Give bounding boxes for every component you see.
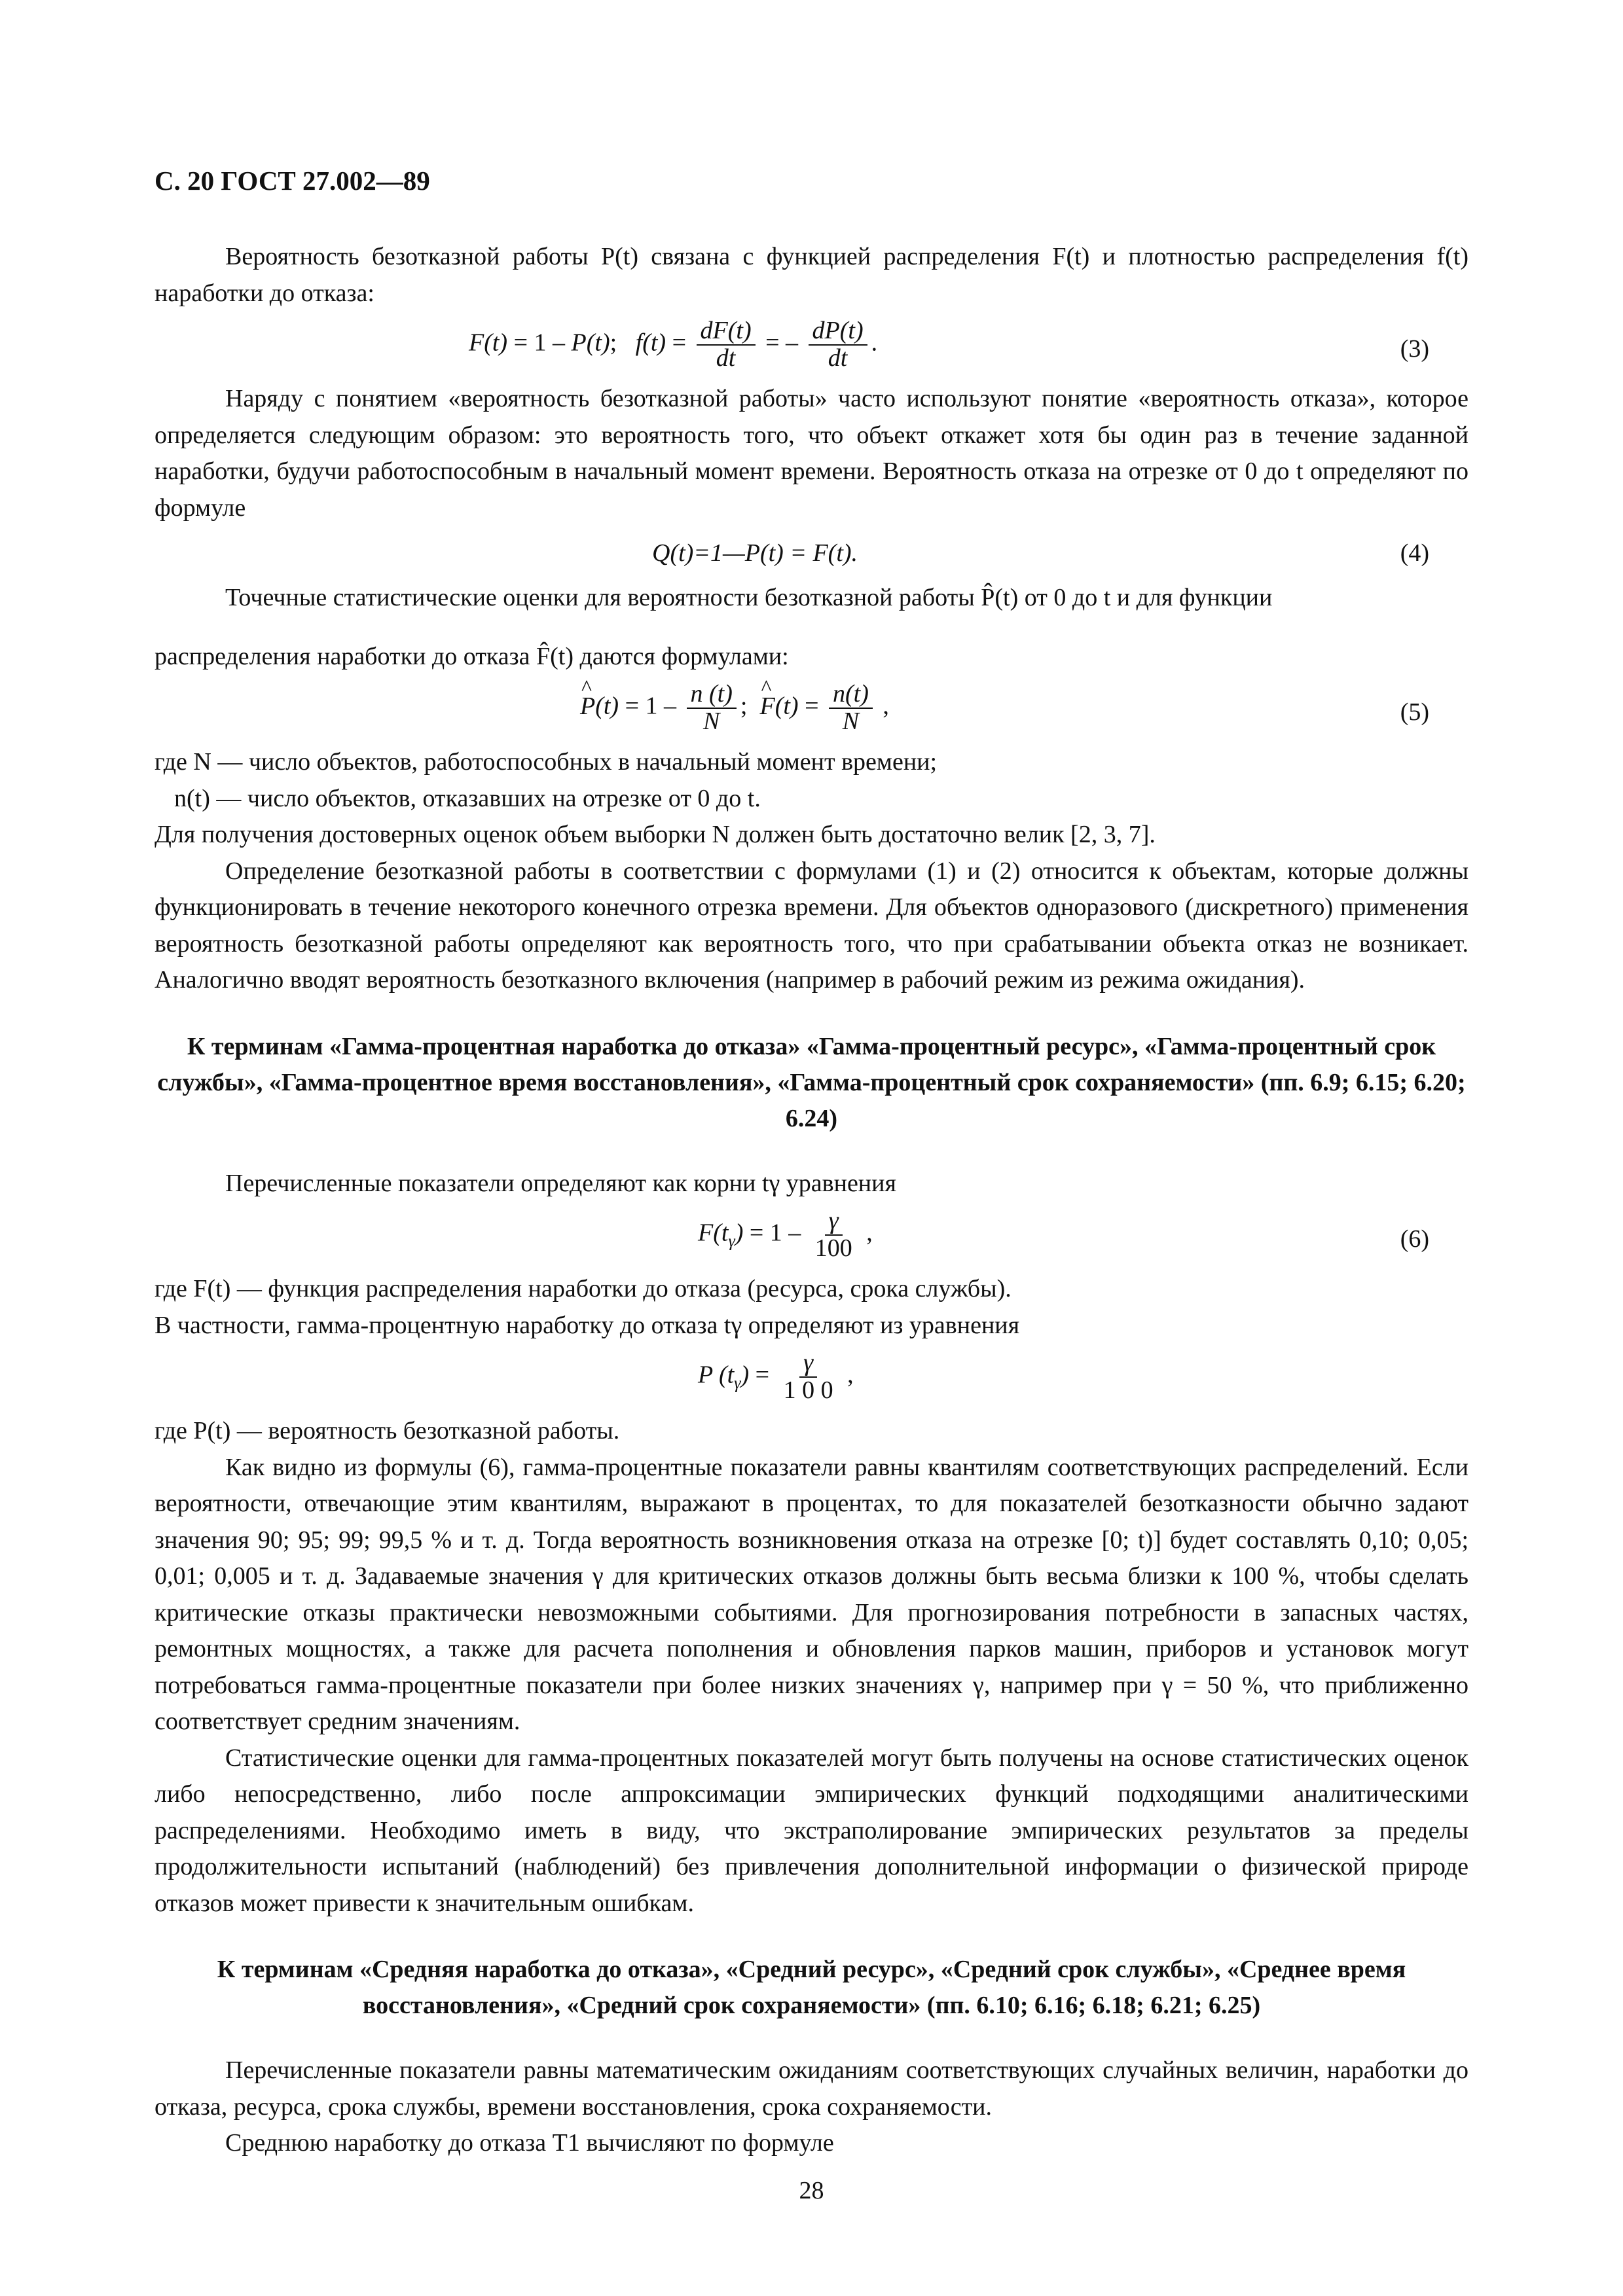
paragraph: Вероятность безотказной работы P(t) связана с функцией распределения F(t) и плотностью распределения f(t) наработки до отказа: xyxy=(155,243,1468,307)
formula: F(t) = 1 – P(t); f(t) = $\frac{dF(t)}{dt}$ = – $\frac{dP(t)}{dt}$ . xyxy=(469,317,878,372)
formula: Q(t)=1—P(t) = F(t). xyxy=(652,539,858,567)
paragraph: где F(t) — функция распределения наработки до отказа (ресурса, срока службы). xyxy=(155,1275,1012,1302)
paragraph: где P(t) — вероятность безотказной работы. xyxy=(155,1417,620,1444)
paragraph: распределения наработки до отказа F̂(t) даются формулами: xyxy=(155,642,789,670)
equation-unnumbered xyxy=(155,1350,1468,1405)
paragraph: Для получения достоверных оценок объем выборки N должен быть достаточно велик [2, 3, 7]. xyxy=(155,821,1156,848)
formula: ^ P(t) = 1 – $\frac{n (t)}{N}$ ; ^ F(t) = $\frac{n(t)}{N}$ , xyxy=(580,681,889,735)
paragraph: Статистические оценки для гамма-процентных показателей могут быть получены на основе статистических оценок либо непосредственно, либо после аппроксимации эмпирических функций подходящими аналитическими распределениями. Необходимо иметь в виду, что экстраполирование эмпирических результатов за пределы продолжительности испытаний (наблюдений) без привлечения дополнительной информации о физической природе отказов может привести к значительным ошибкам. xyxy=(155,1744,1468,1917)
paragraph: где N — число объектов, работоспособных в начальный момент времени; xyxy=(155,748,938,776)
paragraph: Точечные статистические оценки для вероятности безотказной работы P̂(t) от 0 до t и для функции xyxy=(225,584,1273,611)
equation-4 xyxy=(155,533,1468,572)
paragraph: Как видно из формулы (6), гамма-процентные показатели равны квантилям соответствующих распределений. Если вероятности, отвечающие этим квантилям, выражают в процентах, то для показателей безотказности обычно задают значения 90; 95; 99; 99,5 % и т. д. Тогда вероятность возникновения отказа на отрезке [0; t)] будет составлять 0,10; 0,05; 0,01; 0,005 и т. д. Задаваемые значения γ для критических отказов должны быть весьма близки к 100 %, чтобы сделать критические отказы практически невозможными событиями. Для прогнозирования потребности в запасных частях, ремонтных мощностях, а также для расчета пополнения и обновления парков машин, приборов и установок могут потребоваться гамма-процентные показатели при более низких значениях γ, например при γ = 50 %, что приближенно соответствует средним значениям. xyxy=(155,1453,1468,1735)
equation-number: (4) xyxy=(1400,539,1429,567)
equation-5 xyxy=(155,681,1468,736)
document-body xyxy=(155,239,1468,2162)
paragraph: n(t) — число объектов, отказавших на отрезке от 0 до t. xyxy=(174,784,761,812)
paragraph: Среднюю наработку до отказа T1 вычисляют по формуле xyxy=(225,2129,834,2157)
equation-number: (5) xyxy=(1400,698,1429,726)
paragraph: Определение безотказной работы в соответствии с формулами (1) и (2) относится к объектам, которые должны функционировать в течение некоторого конечного отрезка времени. Для объектов одноразового (дискретного) применения вероятность безотказной работы определяют как вероятность того, что при срабатывании объекта отказ не возникает. Аналогично вводят вероятность безотказного включения (например в рабочий режим из режима ожидания). xyxy=(155,857,1468,994)
page-header: С. 20 ГОСТ 27.002—89 xyxy=(155,166,430,196)
equation-6 xyxy=(155,1208,1468,1263)
section-heading: К терминам «Средняя наработка до отказа», «Средний ресурс», «Средний срок службы», «Среднее время восстановления», «Средний срок сохраняемости» (пп. 6.10; 6.16; 6.18; 6.21; 6.25) xyxy=(217,1956,1406,2019)
paragraph: Наряду с понятием «вероятность безотказной работы» часто используют понятие «вероятность отказа», которое определяется следующим образом: это вероятность того, что объект откажет хотя бы один раз в течение заданной наработки, будучи работоспособным в начальный момент времени. Вероятность отказа на отрезке от 0 до t определяют по формуле xyxy=(155,385,1468,522)
paragraph: Перечисленные показатели определяют как корни tγ уравнения xyxy=(225,1169,896,1197)
equation-number: (6) xyxy=(1400,1225,1429,1253)
formula: $F(t_\gamma) = 1$ – $\frac{\gamma}{100}$ , xyxy=(698,1207,873,1262)
equation-3 xyxy=(155,318,1468,373)
formula: P $(t_\gamma)$ = $\frac{\gamma}{1 0 0}$ , xyxy=(698,1349,854,1404)
paragraph: В частности, гамма-процентную наработку до отказа tγ определяют из уравнения xyxy=(155,1311,1020,1339)
equation-number: (3) xyxy=(1400,335,1429,363)
page-number: 28 xyxy=(799,2177,824,2204)
paragraph: Перечисленные показатели равны математическим ожиданиям соответствующих случайных величин, наработки до отказа, ресурса, срока службы, времени восстановления, срока сохраняемости. xyxy=(155,2056,1468,2121)
section-heading: К терминам «Гамма-процентная наработка до отказа» «Гамма-процентный ресурс», «Гамма-процентный срок службы», «Гамма-процентное время восстановления», «Гамма-процентный срок сохраняемости» (пп. 6.9; 6.15; 6.20; 6.24) xyxy=(157,1032,1466,1132)
